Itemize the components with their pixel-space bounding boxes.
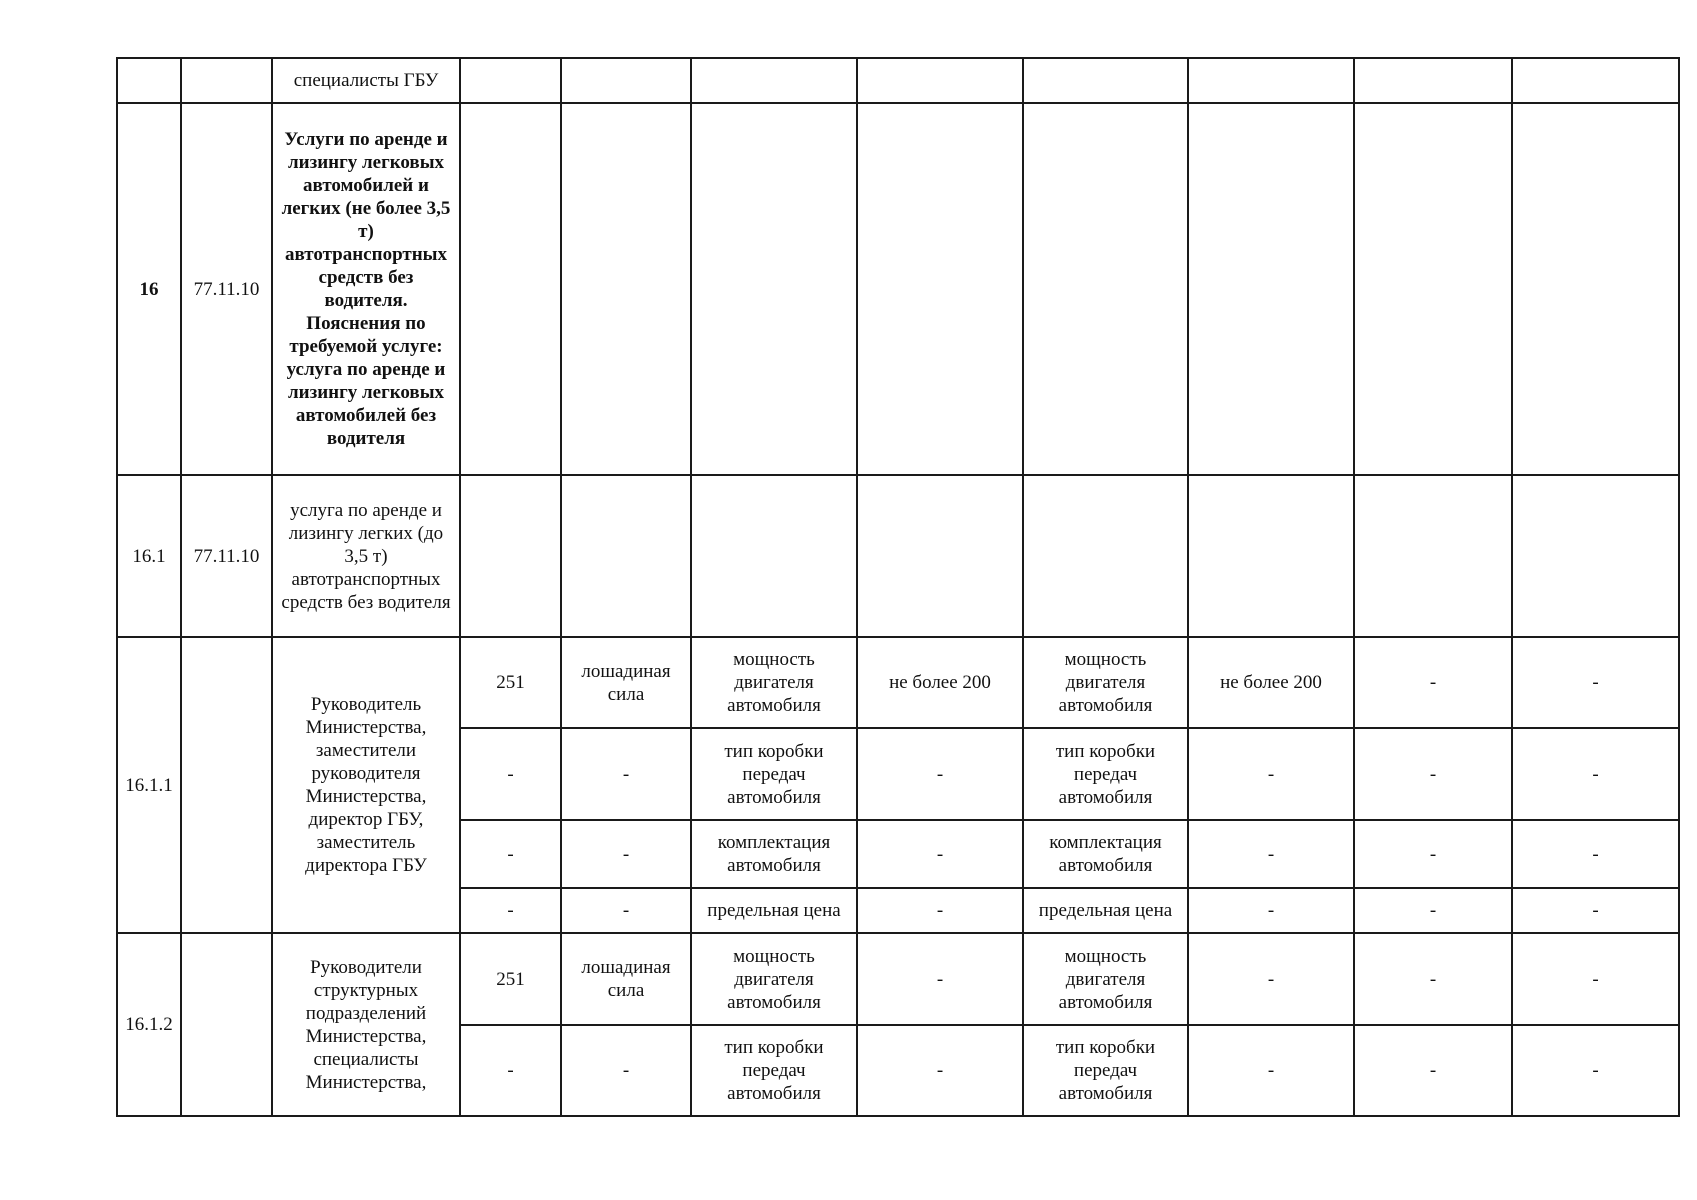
justification: - bbox=[1354, 728, 1512, 820]
unit-name: лошадиная сила bbox=[561, 637, 691, 728]
cell-empty bbox=[1354, 475, 1512, 637]
characteristic: тип коробки передач автомобиля bbox=[1023, 728, 1188, 820]
okei-code: - bbox=[460, 888, 561, 933]
cell-empty bbox=[460, 103, 561, 475]
justification: - bbox=[1354, 1025, 1512, 1116]
characteristic-value: - bbox=[1188, 933, 1354, 1025]
service-name: услуга по аренде и лизингу легких (до 3,5 т) автотранспортных средств без водителя bbox=[272, 475, 460, 637]
table-row bbox=[117, 58, 1679, 103]
characteristic-value: - bbox=[857, 1025, 1023, 1116]
characteristic-value: - bbox=[857, 820, 1023, 888]
cell-empty bbox=[1188, 475, 1354, 637]
characteristic: комплектация автомобиля bbox=[691, 820, 857, 888]
cell-empty bbox=[691, 58, 857, 103]
characteristic: мощность двигателя автомобиля bbox=[1023, 637, 1188, 728]
okei-code: - bbox=[460, 728, 561, 820]
cell-empty bbox=[117, 58, 181, 103]
functional-purpose: - bbox=[1512, 728, 1679, 820]
table-row bbox=[117, 637, 1679, 728]
service-name: Услуги по аренде и лизингу легковых автомобилей и легких (не более 3,5 т) автотранспортных средств без водителя. Пояснения по требуемой услуге: услуга по аренде и лизингу легковых автомобилей без водителя bbox=[272, 103, 460, 475]
characteristic-value: - bbox=[1188, 888, 1354, 933]
justification: - bbox=[1354, 933, 1512, 1025]
cell-empty bbox=[1512, 103, 1679, 475]
cell-empty bbox=[561, 103, 691, 475]
characteristic: тип коробки передач автомобиля bbox=[1023, 1025, 1188, 1116]
position-name: Руководители структурных подразделений Министерства, специалисты Министерства, bbox=[272, 933, 460, 1116]
cell-empty bbox=[857, 475, 1023, 637]
okei-code: 251 bbox=[460, 933, 561, 1025]
characteristic: тип коробки передач автомобиля bbox=[691, 728, 857, 820]
functional-purpose: - bbox=[1512, 888, 1679, 933]
cell-empty bbox=[561, 475, 691, 637]
okei-code: 251 bbox=[460, 637, 561, 728]
requirements-table bbox=[116, 57, 1680, 1117]
justification: - bbox=[1354, 820, 1512, 888]
functional-purpose: - bbox=[1512, 933, 1679, 1025]
cell-empty bbox=[1188, 103, 1354, 475]
cell-empty bbox=[1023, 475, 1188, 637]
characteristic-value: - bbox=[1188, 1025, 1354, 1116]
table-row bbox=[117, 933, 1679, 1025]
cell-empty bbox=[691, 475, 857, 637]
cell-empty bbox=[1512, 475, 1679, 637]
okpd-code: 77.11.10 bbox=[181, 103, 272, 475]
cell-empty bbox=[857, 58, 1023, 103]
characteristic: тип коробки передач автомобиля bbox=[691, 1025, 857, 1116]
cell-empty bbox=[460, 58, 561, 103]
functional-purpose: - bbox=[1512, 637, 1679, 728]
characteristic-value: - bbox=[1188, 728, 1354, 820]
cell-empty bbox=[1023, 58, 1188, 103]
row-number: 16.1.2 bbox=[117, 933, 181, 1116]
table-row bbox=[117, 103, 1679, 475]
unit-name: лошадиная сила bbox=[561, 933, 691, 1025]
characteristic-value: - bbox=[1188, 820, 1354, 888]
okei-code: - bbox=[460, 820, 561, 888]
cell-empty bbox=[561, 58, 691, 103]
cell-empty bbox=[1188, 58, 1354, 103]
okei-code: - bbox=[460, 1025, 561, 1116]
characteristic: мощность двигателя автомобиля bbox=[691, 933, 857, 1025]
characteristic-value: - bbox=[857, 933, 1023, 1025]
unit-name: - bbox=[561, 728, 691, 820]
cell-empty bbox=[857, 103, 1023, 475]
characteristic-value: не более 200 bbox=[1188, 637, 1354, 728]
position-name: Руководитель Министерства, заместители руководителя Министерства, директор ГБУ, заместитель директора ГБУ bbox=[272, 637, 460, 933]
unit-name: - bbox=[561, 1025, 691, 1116]
characteristic: предельная цена bbox=[1023, 888, 1188, 933]
table-row bbox=[117, 475, 1679, 637]
characteristic-value: - bbox=[857, 728, 1023, 820]
cell-empty bbox=[181, 933, 272, 1116]
functional-purpose: - bbox=[1512, 820, 1679, 888]
characteristic-value: не более 200 bbox=[857, 637, 1023, 728]
row-number: 16.1 bbox=[117, 475, 181, 637]
cell-empty bbox=[181, 58, 272, 103]
characteristic: комплектация автомобиля bbox=[1023, 820, 1188, 888]
justification: - bbox=[1354, 637, 1512, 728]
characteristic-value: - bbox=[857, 888, 1023, 933]
characteristic: предельная цена bbox=[691, 888, 857, 933]
category-cell: специалисты ГБУ bbox=[272, 58, 460, 103]
functional-purpose: - bbox=[1512, 1025, 1679, 1116]
characteristic: мощность двигателя автомобиля bbox=[1023, 933, 1188, 1025]
cell-empty bbox=[691, 103, 857, 475]
row-number: 16.1.1 bbox=[117, 637, 181, 933]
cell-empty bbox=[1354, 58, 1512, 103]
cell-empty bbox=[1354, 103, 1512, 475]
cell-empty bbox=[1023, 103, 1188, 475]
okpd-code: 77.11.10 bbox=[181, 475, 272, 637]
characteristic: мощность двигателя автомобиля bbox=[691, 637, 857, 728]
unit-name: - bbox=[561, 888, 691, 933]
cell-empty bbox=[181, 637, 272, 933]
unit-name: - bbox=[561, 820, 691, 888]
row-number: 16 bbox=[117, 103, 181, 475]
cell-empty bbox=[1512, 58, 1679, 103]
cell-empty bbox=[460, 475, 561, 637]
justification: - bbox=[1354, 888, 1512, 933]
